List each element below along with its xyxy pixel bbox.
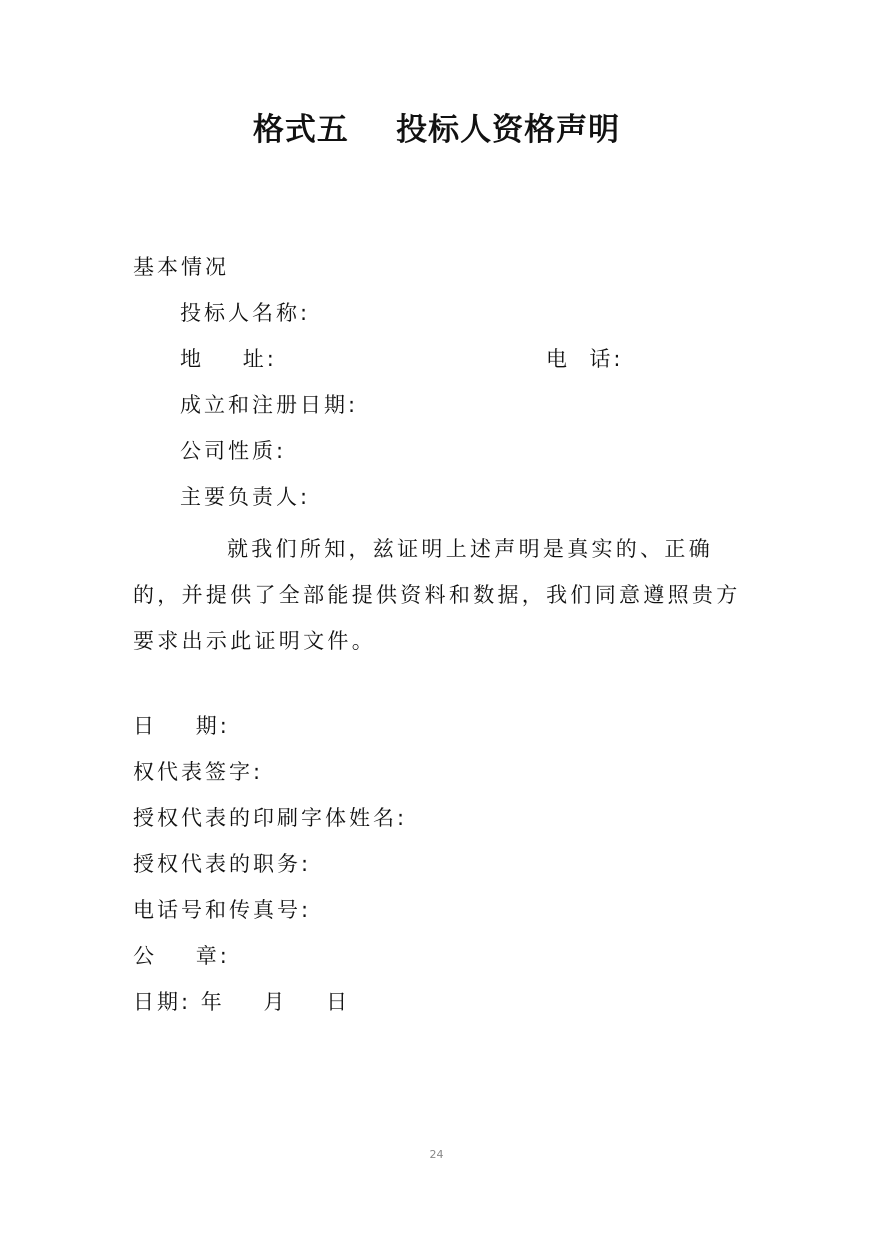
date-ymd-label: 日期: 年 月 日 (133, 990, 351, 1014)
phone-fax-label: 电话号和传真号: (133, 898, 312, 922)
section-heading: 基本情况 (133, 255, 229, 279)
document-title: 格式五 投标人资格声明 (252, 112, 621, 148)
position-label: 授权代表的职务: (133, 852, 312, 876)
principal-label: 主要负责人: (180, 485, 311, 509)
date-label: 日 期: (133, 714, 230, 738)
declaration-paragraph: 就我们所知，兹证明上述声明是真实的、正确的，并提供了全部能提供资料和数据，我们同意遵照贵方要求出示此证明文件。 (133, 537, 741, 653)
signature-label: 权代表签字: (133, 760, 264, 784)
page-number: 24 (429, 1148, 444, 1161)
seal-label: 公 章: (133, 944, 230, 968)
company-nature-label: 公司性质: (180, 439, 287, 463)
established-date-label: 成立和注册日期: (180, 393, 359, 417)
printed-name-label: 授权代表的印刷字体姓名: (133, 806, 408, 830)
address-label: 地 址: (180, 347, 277, 371)
phone-label: 电 话: (546, 347, 624, 371)
bidder-name-label: 投标人名称: (180, 301, 311, 325)
